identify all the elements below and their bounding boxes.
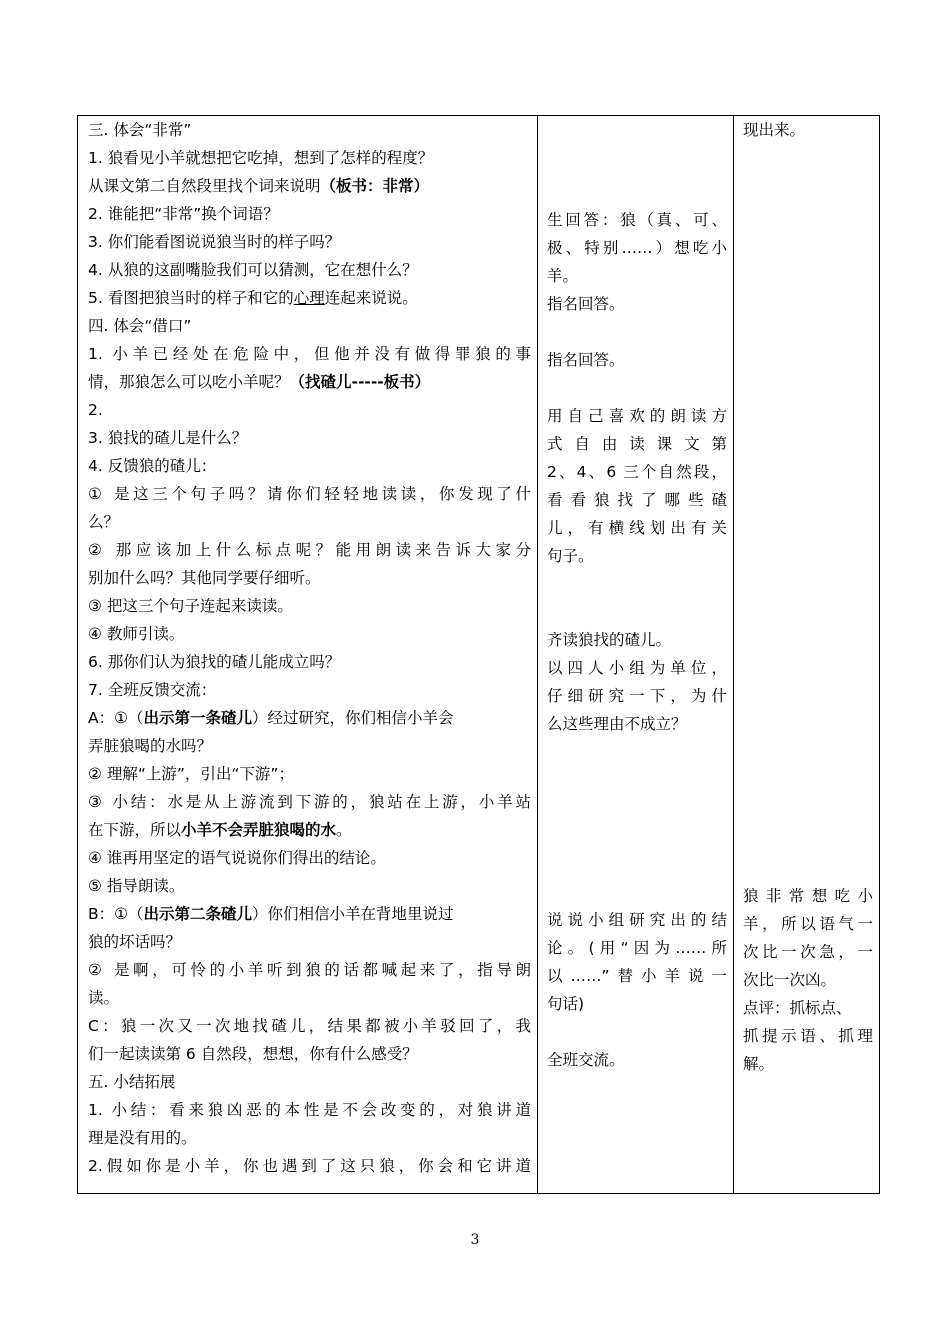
blackboard-note: （找碴儿-----板书） [289,373,431,391]
step-text: ④ 谁再用坚定的语气说说你们得出的结论。 [88,849,386,867]
bold-note: 出示第二条碴儿 [143,905,253,923]
activity-text: 说说小组研究出的结 [547,911,727,929]
step-text: 1. 狼看见小羊就想把它吃掉，想到了怎样的程度？ [88,149,434,167]
step-text: 2. [88,401,103,419]
step-text: 4. 反馈狼的碴儿： [88,457,217,475]
step-text: 读。 [88,989,120,1007]
step-text: 2. 谁能把“非常”换个词语？ [88,205,279,223]
step-text: 3. 你们能看图说说狼当时的样子吗？ [88,233,341,251]
activity-text: 句子。 [547,547,594,565]
activity-text: 2、4、6 三个自然段， [547,463,727,481]
step-text: 7. 全班反馈交流： [88,681,217,699]
activity-text: 指名回答。 [547,295,625,313]
section-four-heading: 四. 体会“借口” [88,317,192,335]
note-text: 抓提示语、抓理 [743,1027,873,1045]
step-text: ① 是这三个句子吗？请你们轻轻地读读，你发现了什 [88,485,531,503]
step-text [88,900,531,928]
step-text: C：狼一次又一次地找碴儿，结果都被小羊驳回了，我 [88,1017,531,1035]
step-text: 别加什么吗？其他同学要仔细听。 [88,569,321,587]
student-activity-column [538,116,734,1193]
step-text [88,284,531,312]
activity-text: 论。(用“因为……所 [547,939,727,957]
step-text-part: 情，那狼怎么可以吃小羊呢？ [88,373,290,391]
activity-text: 式自由读课文第 [547,435,727,453]
activity-text: 仔细研究一下，为什 [547,687,727,705]
bold-note: 小羊不会弄脏狼喝的水 [181,821,337,839]
step-text-part: ）经过研究，你们相信小羊会 [252,709,454,727]
step-text [88,704,531,732]
note-text: 解。 [743,1055,775,1073]
activity-text: 儿，有横线划出有关 [547,519,727,537]
step-text: 1. 小羊已经处在危险中，但他并没有做得罪狼的事 [88,345,531,363]
activity-text: 看看狼找了哪些碴 [547,491,727,509]
activity-text: 指名回答。 [547,351,625,369]
note-text: 点评：抓标点、 [743,999,852,1017]
step-text: ③ 把这三个句子连起来读读。 [88,597,293,615]
step-text: 3. 狼找的碴儿是什么？ [88,429,248,447]
step-text [88,172,531,200]
note-text: 狼非常想吃小 [743,887,873,905]
activity-text: 以……”替小羊说一 [547,967,727,985]
activity-text: 用自己喜欢的朗读方 [547,407,727,425]
step-text-part: 5. 看图把狼当时的样子和它的 [88,289,294,307]
step-text-part: 从课文第二自然段里找个词来说明 [88,177,321,195]
step-text: ② 理解“上游”，引出“下游”； [88,765,294,783]
step-text: ③ 小结：水是从上游流到下游的，狼站在上游，小羊站 [88,793,531,811]
step-text: ② 是啊，可怜的小羊听到狼的话都喊起来了，指导朗 [88,961,531,979]
step-text: 么？ [88,513,120,531]
bold-note: 出示第一条碴儿 [143,709,253,727]
note-text: 次比一次急，一 [743,943,873,961]
step-text: ② 那应该加上什么标点呢？能用朗读来告诉大家分 [88,541,531,559]
note-text: 羊，所以语气一 [743,915,873,933]
activity-text: 生回答：狼（真、可、 [547,211,727,229]
activity-text: 句话) [547,995,585,1013]
step-text: 1. 小结：看来狼凶恶的本性是不会改变的，对狼讲道 [88,1101,531,1119]
activity-text: 以四人小组为单位， [547,659,727,677]
note-text: 次比一次凶。 [743,971,837,989]
step-text [88,368,531,396]
step-text-part: A：①（ [88,709,144,727]
teaching-steps-column [78,116,538,1193]
step-text: 们一起读读第 6 自然段，想想，你有什么感受？ [88,1045,418,1063]
blackboard-note: （板书：非常） [320,177,430,195]
section-five-heading: 五. 小结拓展 [88,1073,176,1091]
step-text-part: B：①（ [88,905,144,923]
step-text: 4. 从狼的这副嘴脸我们可以猜测，它在想什么？ [88,261,418,279]
step-text: 6. 那你们认为狼找的碴儿能成立吗？ [88,653,341,671]
step-text: ⑤ 指导朗读。 [88,877,185,895]
underlined-word: 心理 [293,289,325,307]
activity-text: 极、特别……）想吃小 [547,239,727,257]
section-three-heading: 三. 体会“非常” [88,121,192,139]
step-text: 2.假如你是小羊，你也遇到了这只狼，你会和它讲道 [88,1157,531,1175]
step-text: ④ 教师引读。 [88,625,185,643]
note-text: 现出来。 [743,121,806,139]
notes-column [734,116,879,1193]
activity-text: 全班交流。 [547,1051,625,1069]
step-text-part: 在下游，所以 [88,821,182,839]
activity-text: 么这些理由不成立？ [547,715,687,733]
activity-text: 齐读狼找的碴儿。 [547,631,672,649]
step-text [88,816,531,844]
step-text-part: 连起来说说。 [324,289,418,307]
activity-text: 羊。 [547,267,579,285]
page-number: 3 [470,1232,480,1248]
step-text-part: 。 [336,821,352,839]
step-text: 弄脏狼喝的水吗？ [88,737,213,755]
step-text: 狼的坏话吗？ [88,933,182,951]
step-text-part: ）你们相信小羊在背地里说过 [252,905,454,923]
step-text: 理是没有用的。 [88,1129,197,1147]
lesson-plan-table [77,115,880,1194]
